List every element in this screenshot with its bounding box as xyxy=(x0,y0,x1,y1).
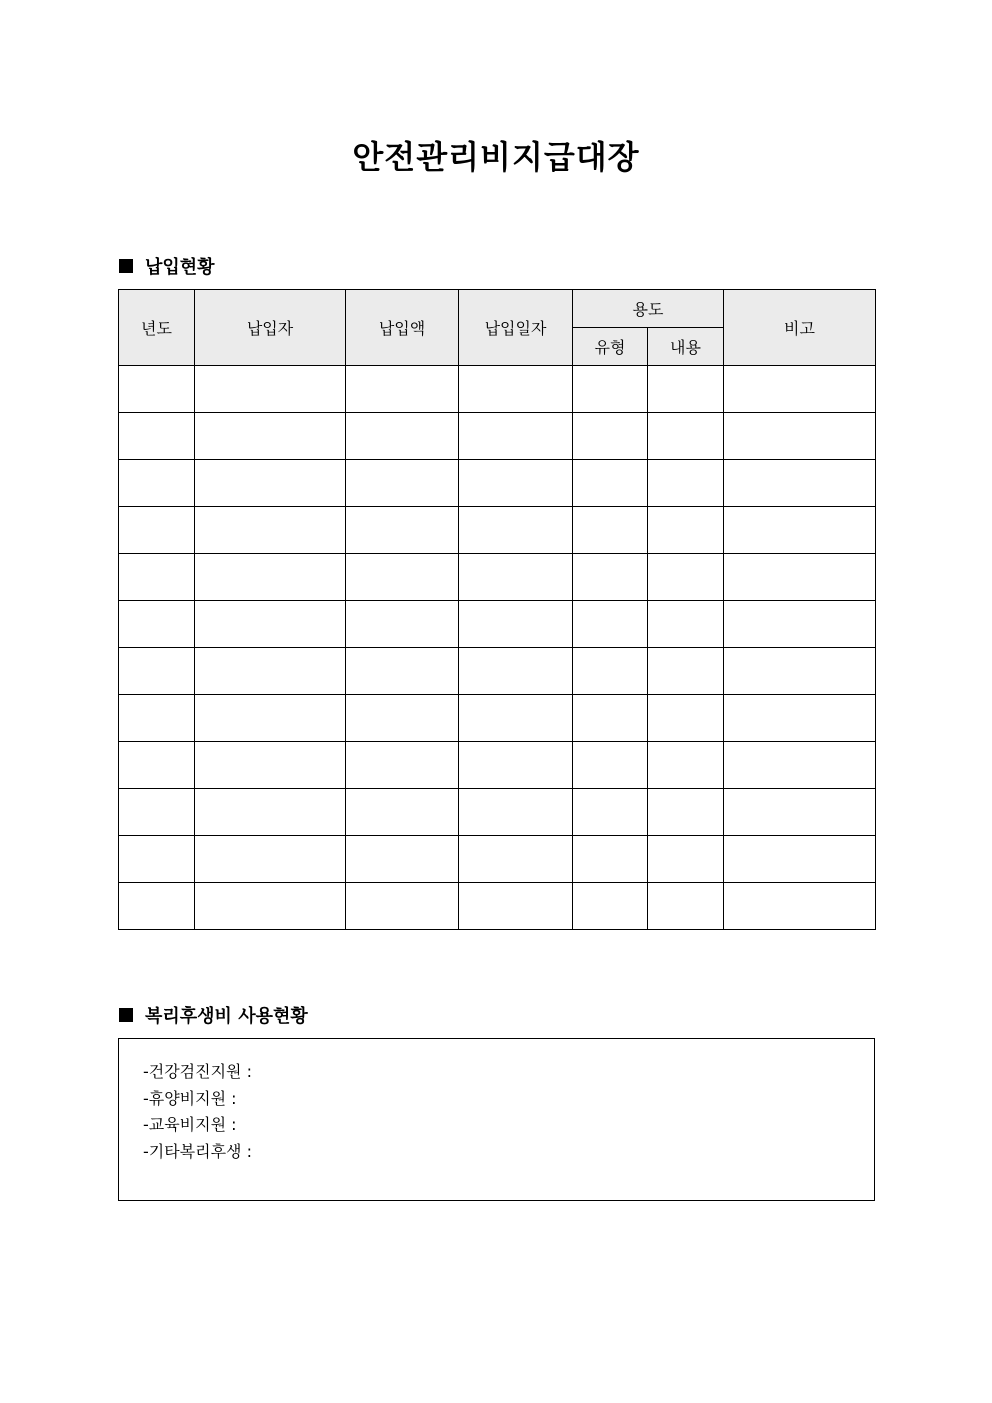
cell-payer[interactable] xyxy=(195,366,346,413)
table-row xyxy=(119,366,876,413)
payment-section-heading xyxy=(119,253,215,279)
column-header-amount: 납입액 xyxy=(346,290,459,366)
cell-payer[interactable] xyxy=(195,554,346,601)
cell-amount[interactable] xyxy=(346,554,459,601)
cell-year[interactable] xyxy=(119,695,195,742)
cell-date[interactable] xyxy=(459,554,573,601)
cell-amount[interactable] xyxy=(346,836,459,883)
table-row xyxy=(119,789,876,836)
cell-usage-type[interactable] xyxy=(573,695,648,742)
cell-amount[interactable] xyxy=(346,460,459,507)
cell-remarks[interactable] xyxy=(724,648,876,695)
square-bullet-icon xyxy=(119,1008,133,1022)
welfare-item-health-checkup: -건강검진지원 : xyxy=(143,1062,252,1081)
cell-date[interactable] xyxy=(459,601,573,648)
cell-date[interactable] xyxy=(459,742,573,789)
cell-usage-type[interactable] xyxy=(573,883,648,930)
cell-usage-content[interactable] xyxy=(648,507,724,554)
cell-remarks[interactable] xyxy=(724,366,876,413)
table-row xyxy=(119,695,876,742)
cell-usage-type[interactable] xyxy=(573,507,648,554)
cell-usage-content[interactable] xyxy=(648,601,724,648)
cell-payer[interactable] xyxy=(195,836,346,883)
cell-payer[interactable] xyxy=(195,460,346,507)
cell-usage-content[interactable] xyxy=(648,695,724,742)
cell-year[interactable] xyxy=(119,601,195,648)
cell-usage-content[interactable] xyxy=(648,413,724,460)
cell-amount[interactable] xyxy=(346,742,459,789)
cell-usage-type[interactable] xyxy=(573,460,648,507)
cell-date[interactable] xyxy=(459,507,573,554)
cell-remarks[interactable] xyxy=(724,413,876,460)
cell-usage-content[interactable] xyxy=(648,366,724,413)
cell-date[interactable] xyxy=(459,836,573,883)
square-bullet-icon xyxy=(119,259,133,273)
cell-payer[interactable] xyxy=(195,648,346,695)
cell-year[interactable] xyxy=(119,460,195,507)
cell-payer[interactable] xyxy=(195,601,346,648)
payment-section-heading-text: 납입현황 xyxy=(145,257,215,278)
cell-usage-type[interactable] xyxy=(573,742,648,789)
table-row xyxy=(119,413,876,460)
cell-usage-type[interactable] xyxy=(573,366,648,413)
cell-usage-content[interactable] xyxy=(648,789,724,836)
cell-amount[interactable] xyxy=(346,648,459,695)
table-row xyxy=(119,554,876,601)
cell-amount[interactable] xyxy=(346,601,459,648)
cell-date[interactable] xyxy=(459,413,573,460)
cell-remarks[interactable] xyxy=(724,507,876,554)
table-row xyxy=(119,836,876,883)
cell-payer[interactable] xyxy=(195,507,346,554)
table-row xyxy=(119,883,876,930)
cell-year[interactable] xyxy=(119,554,195,601)
welfare-section-heading-text: 복리후생비 사용현황 xyxy=(145,1006,308,1027)
table-row xyxy=(119,601,876,648)
cell-date[interactable] xyxy=(459,366,573,413)
cell-year[interactable] xyxy=(119,742,195,789)
cell-usage-content[interactable] xyxy=(648,883,724,930)
table-row xyxy=(119,648,876,695)
cell-usage-type[interactable] xyxy=(573,789,648,836)
cell-payer[interactable] xyxy=(195,883,346,930)
cell-remarks[interactable] xyxy=(724,460,876,507)
cell-remarks[interactable] xyxy=(724,742,876,789)
cell-usage-type[interactable] xyxy=(573,554,648,601)
document-title: 안전관리비지급대장 xyxy=(352,138,640,176)
cell-remarks[interactable] xyxy=(724,601,876,648)
cell-amount[interactable] xyxy=(346,507,459,554)
cell-usage-type[interactable] xyxy=(573,648,648,695)
cell-year[interactable] xyxy=(119,413,195,460)
payment-table-body xyxy=(119,366,876,930)
table-row xyxy=(119,507,876,554)
cell-usage-content[interactable] xyxy=(648,648,724,695)
cell-date[interactable] xyxy=(459,648,573,695)
table-row xyxy=(119,460,876,507)
cell-remarks[interactable] xyxy=(724,789,876,836)
welfare-item-recreation: -휴양비지원 : xyxy=(143,1088,237,1108)
cell-remarks[interactable] xyxy=(724,836,876,883)
cell-date[interactable] xyxy=(459,789,573,836)
table-row xyxy=(119,742,876,789)
cell-amount[interactable] xyxy=(346,366,459,413)
cell-amount[interactable] xyxy=(346,413,459,460)
cell-payer[interactable] xyxy=(195,742,346,789)
welfare-item-education: -교육비지원 : xyxy=(143,1115,237,1134)
column-header-payer: 납입자 xyxy=(195,290,346,366)
cell-year[interactable] xyxy=(119,836,195,883)
cell-remarks[interactable] xyxy=(724,883,876,930)
cell-usage-type[interactable] xyxy=(573,601,648,648)
welfare-section-heading xyxy=(119,1002,308,1028)
cell-payer[interactable] xyxy=(195,413,346,460)
cell-year[interactable] xyxy=(119,507,195,554)
payment-table xyxy=(118,289,876,930)
cell-usage-type[interactable] xyxy=(573,836,648,883)
cell-usage-content[interactable] xyxy=(648,554,724,601)
cell-year[interactable] xyxy=(119,883,195,930)
column-header-year: 년도 xyxy=(119,290,195,366)
cell-usage-type[interactable] xyxy=(573,413,648,460)
cell-usage-content[interactable] xyxy=(648,460,724,507)
cell-amount[interactable] xyxy=(346,695,459,742)
cell-remarks[interactable] xyxy=(724,695,876,742)
cell-usage-content[interactable] xyxy=(648,742,724,789)
cell-amount[interactable] xyxy=(346,883,459,930)
column-header-usage-type: 유형 xyxy=(573,328,648,366)
welfare-usage-box xyxy=(118,1038,875,1201)
cell-remarks[interactable] xyxy=(724,554,876,601)
cell-year[interactable] xyxy=(119,789,195,836)
column-header-remarks: 비고 xyxy=(724,290,876,366)
cell-year[interactable] xyxy=(119,648,195,695)
column-header-usage-content: 내용 xyxy=(648,328,724,366)
cell-date[interactable] xyxy=(459,695,573,742)
cell-date[interactable] xyxy=(459,460,573,507)
welfare-item-other: -기타복리후생 : xyxy=(143,1141,252,1161)
column-header-date: 납입일자 xyxy=(459,290,573,366)
cell-payer[interactable] xyxy=(195,695,346,742)
welfare-list xyxy=(143,1059,252,1165)
cell-usage-content[interactable] xyxy=(648,836,724,883)
column-header-usage: 용도 xyxy=(573,290,724,328)
cell-amount[interactable] xyxy=(346,789,459,836)
cell-year[interactable] xyxy=(119,366,195,413)
cell-date[interactable] xyxy=(459,883,573,930)
cell-payer[interactable] xyxy=(195,789,346,836)
